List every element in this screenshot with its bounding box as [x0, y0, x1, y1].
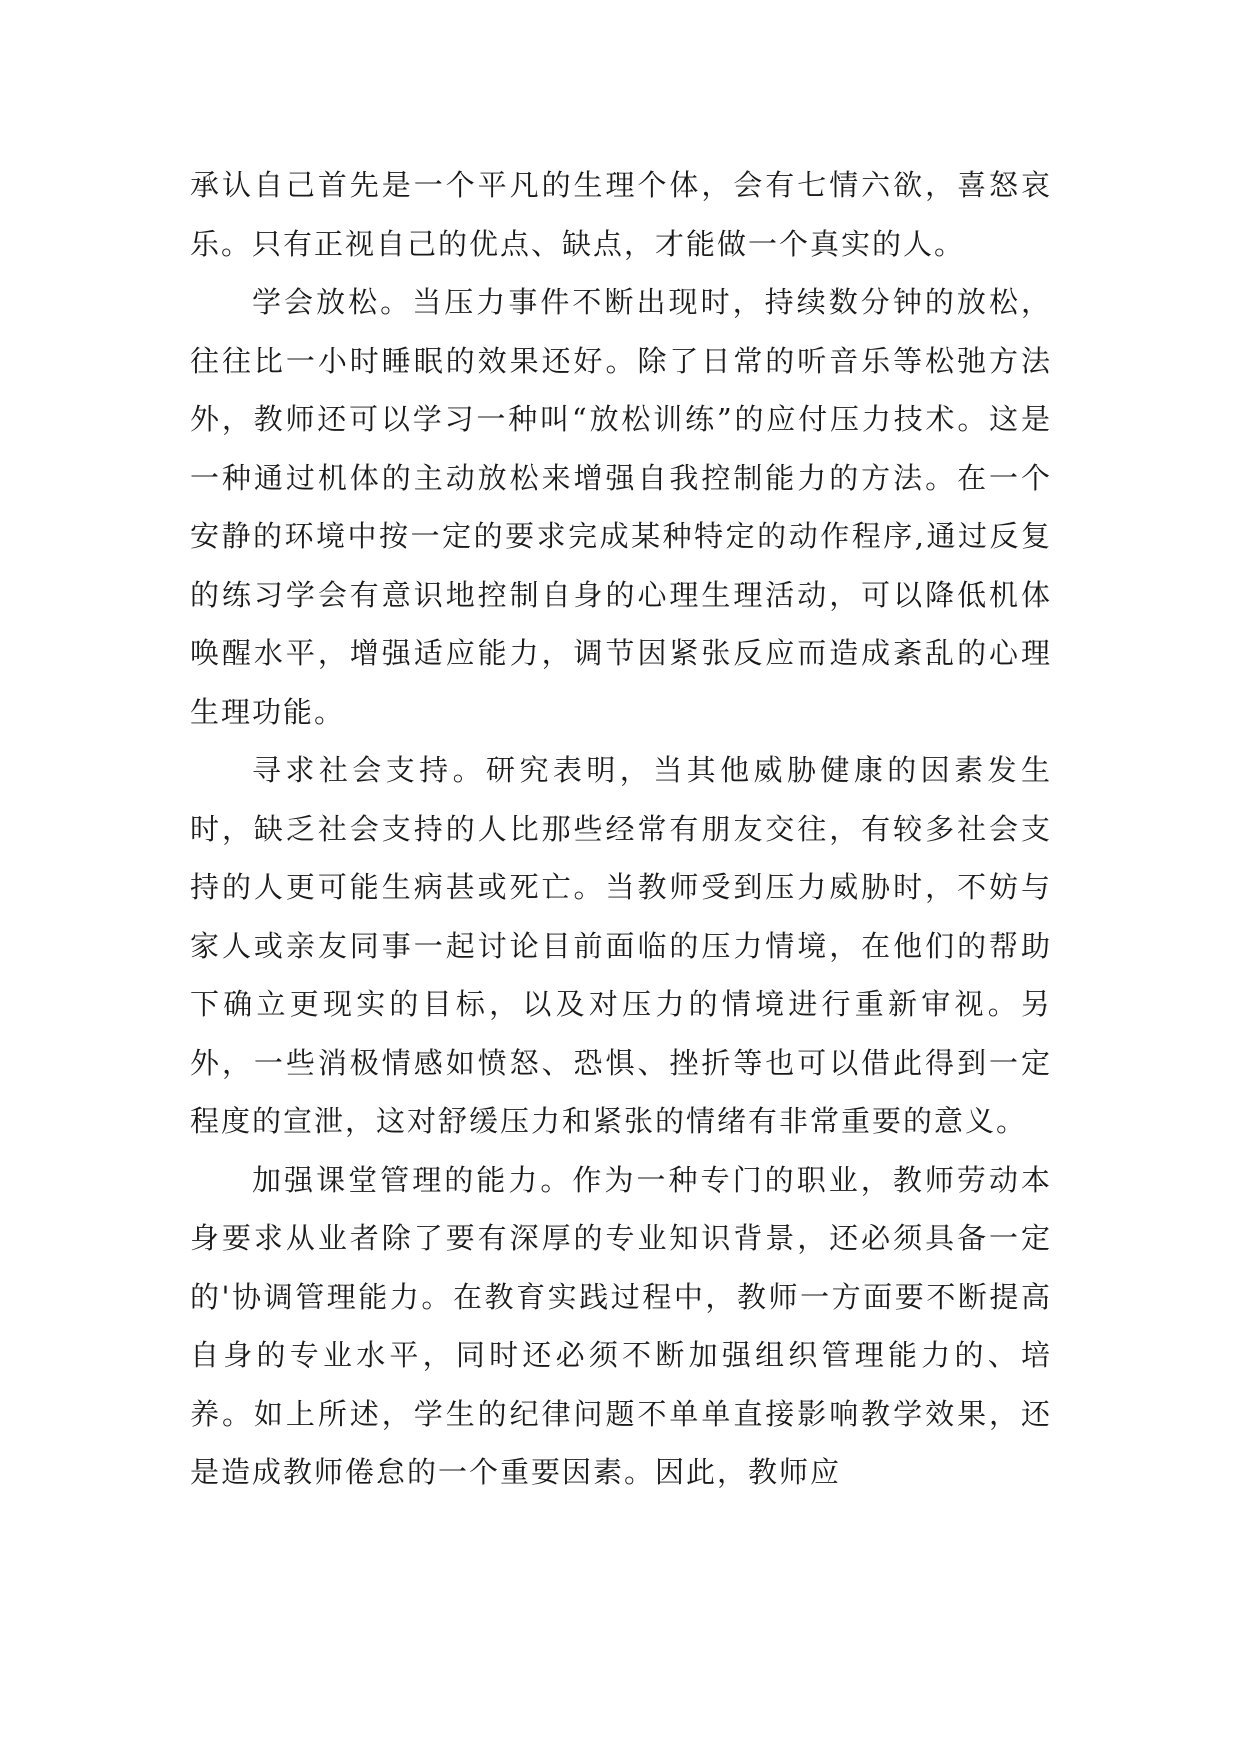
paragraph-classroom-management: 加强课堂管理的能力。作为一种专门的职业，教师劳动本身要求从业者除了要有深厚的专业知识背景，还必须具备一定的'协调管理能力。在教育实践过程中，教师一方面要不断提高自身的专业水平，同时还必须不断加强组织管理能力的、培养。如上所述，学生的纪律问题不单单直接影响教学效果，还是造成教师倦怠的一个重要因素。因此，教师应 — [190, 1162, 1052, 1489]
paragraph-continuation: 承认自己首先是一个平凡的生理个体，会有七情六欲，喜怒哀乐。只有正视自己的优点、缺点，才能做一个真实的人。 — [190, 168, 1052, 261]
paragraph-relaxation: 学会放松。当压力事件不断出现时，持续数分钟的放松，往往比一小时睡眠的效果还好。除了日常的听音乐等松弛方法外，教师还可以学习一种叫“放松训练”的应付压力技术。这是一种通过机体的主动放松来增强自我控制能力的方法。在一个安静的环境中按一定的要求完成某种特定的动作程序,通过反复的练习学会有意识地控制自身的心理生理活动，可以降低机体唤醒水平，增强适应能力，调节因紧张反应而造成紊乱的心理生理功能。 — [190, 285, 1052, 729]
paragraph-social-support: 寻求社会支持。研究表明，当其他威胁健康的因素发生时，缺乏社会支持的人比那些经常有朋友交往，有较多社会支持的人更可能生病甚或死亡。当教师受到压力威胁时，不妨与家人或亲友同事一起讨论目前面临的压力情境，在他们的帮助下确立更现实的目标，以及对压力的情境进行重新审视。另外，一些消极情感如愤怒、恐惧、挫折等也可以借此得到一定程度的宣泄，这对舒缓压力和紧张的情绪有非常重要的意义。 — [190, 753, 1052, 1138]
body-text — [190, 156, 1052, 1502]
